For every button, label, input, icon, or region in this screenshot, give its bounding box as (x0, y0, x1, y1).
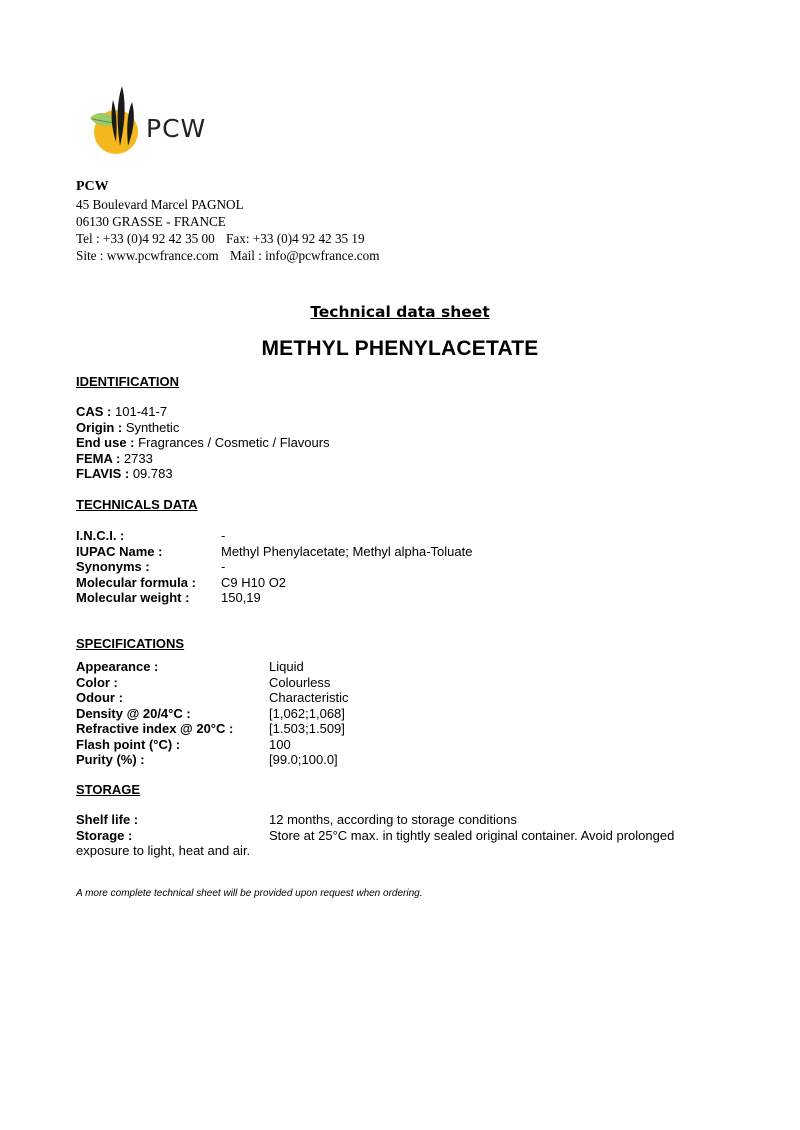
field-label: Purity (%) : (76, 752, 145, 767)
field-label: Color : (76, 674, 118, 690)
field-value: Methyl Phenylacetate; Methyl alpha-Toluate (221, 543, 473, 559)
field-label: Refractive index @ 20°C : (76, 721, 234, 736)
field-value: [99.0;100.0] (269, 752, 338, 767)
web-mail-row (76, 247, 379, 264)
technical-title: TECHNICALS DATA (76, 497, 198, 512)
field-label: Flash point (°C) : (76, 736, 181, 752)
field-value: Fragrances / Cosmetic / Flavours (138, 435, 330, 450)
fax: Fax: +33 (0)4 92 42 35 19 (226, 231, 365, 246)
list-item (76, 451, 330, 467)
product-name: METHYL PHENYLACETATE (261, 337, 539, 360)
company-name: PCW (76, 179, 109, 194)
field-label: Appearance : (76, 659, 159, 674)
storage-block (76, 812, 716, 859)
field-value: 2733 (123, 450, 153, 466)
storage-continuation: exposure to light, heat and air. (76, 843, 251, 858)
document-type: Technical data sheet (310, 303, 490, 321)
list-item (76, 404, 330, 420)
list-item (76, 706, 348, 722)
field-value: 150,19 (221, 590, 261, 605)
field-label: Odour : (76, 690, 123, 705)
technical-block (76, 528, 472, 606)
field-label: IUPAC Name : (76, 543, 163, 559)
field-value: 09.783 (132, 466, 173, 481)
list-item (76, 528, 472, 544)
field-label: FLAVIS : (76, 466, 130, 481)
field-value: Store at 25°C max. in tightly sealed original container. Avoid prolonged (269, 827, 675, 843)
specifications-title: SPECIFICATIONS (76, 636, 185, 651)
field-value: Synthetic (125, 419, 180, 435)
company-info (76, 178, 379, 264)
field-value: 12 months, according to storage conditions (269, 812, 517, 827)
footnote: A more complete technical sheet will be provided upon request when ordering. (76, 888, 423, 899)
field-value: 101-41-7 (115, 404, 168, 419)
list-item (76, 559, 472, 575)
logo-mark-icon (86, 84, 146, 160)
field-value: Liquid (269, 659, 304, 674)
field-label: FEMA : (76, 450, 121, 466)
field-label: Origin : (76, 419, 123, 435)
field-value: Characteristic (269, 690, 349, 705)
identification-title: IDENTIFICATION (76, 374, 180, 389)
list-item (76, 575, 472, 591)
list-item (76, 675, 348, 691)
list-item (76, 812, 716, 828)
storage-title: STORAGE (76, 782, 141, 797)
phone-fax-row (76, 230, 379, 247)
field-value: - (221, 528, 226, 543)
list-item (76, 466, 330, 482)
website: Site : www.pcwfrance.com (76, 248, 219, 263)
address-line-1: 45 Boulevard Marcel PAGNOL (76, 197, 244, 212)
list-item (76, 828, 716, 844)
field-label: Molecular weight : (76, 590, 190, 605)
field-value: C9 H10 O2 (221, 574, 287, 590)
field-label: I.N.C.I. : (76, 528, 125, 543)
logo-text: PCW (146, 114, 207, 143)
field-value: [1,062;1,068] (269, 705, 345, 721)
address-line-2: 06130 GRASSE - FRANCE (76, 214, 226, 229)
identification-block (76, 404, 330, 482)
list-item (76, 690, 348, 706)
field-label: Synonyms : (76, 559, 150, 574)
list-item (76, 590, 472, 606)
phone: Tel : +33 (0)4 92 42 35 00 (76, 231, 215, 246)
field-label: End use : (76, 435, 135, 450)
field-value: 100 (269, 736, 291, 752)
field-label: Storage : (76, 827, 133, 843)
field-value: [1.503;1.509] (269, 721, 345, 736)
list-item (76, 721, 348, 737)
field-label: Shelf life : (76, 812, 139, 827)
field-label: Density @ 20/4°C : (76, 705, 191, 721)
company-logo (86, 84, 216, 160)
field-value: Colourless (269, 674, 331, 690)
field-value: - (221, 559, 226, 574)
field-label: Molecular formula : (76, 574, 196, 590)
email: Mail : info@pcwfrance.com (230, 248, 380, 263)
list-item (76, 737, 348, 753)
specifications-block (76, 659, 348, 768)
list-item (76, 544, 472, 560)
list-item (76, 420, 330, 436)
list-item (76, 752, 348, 768)
field-label: CAS : (76, 404, 112, 419)
list-item (76, 435, 330, 451)
list-item (76, 659, 348, 675)
